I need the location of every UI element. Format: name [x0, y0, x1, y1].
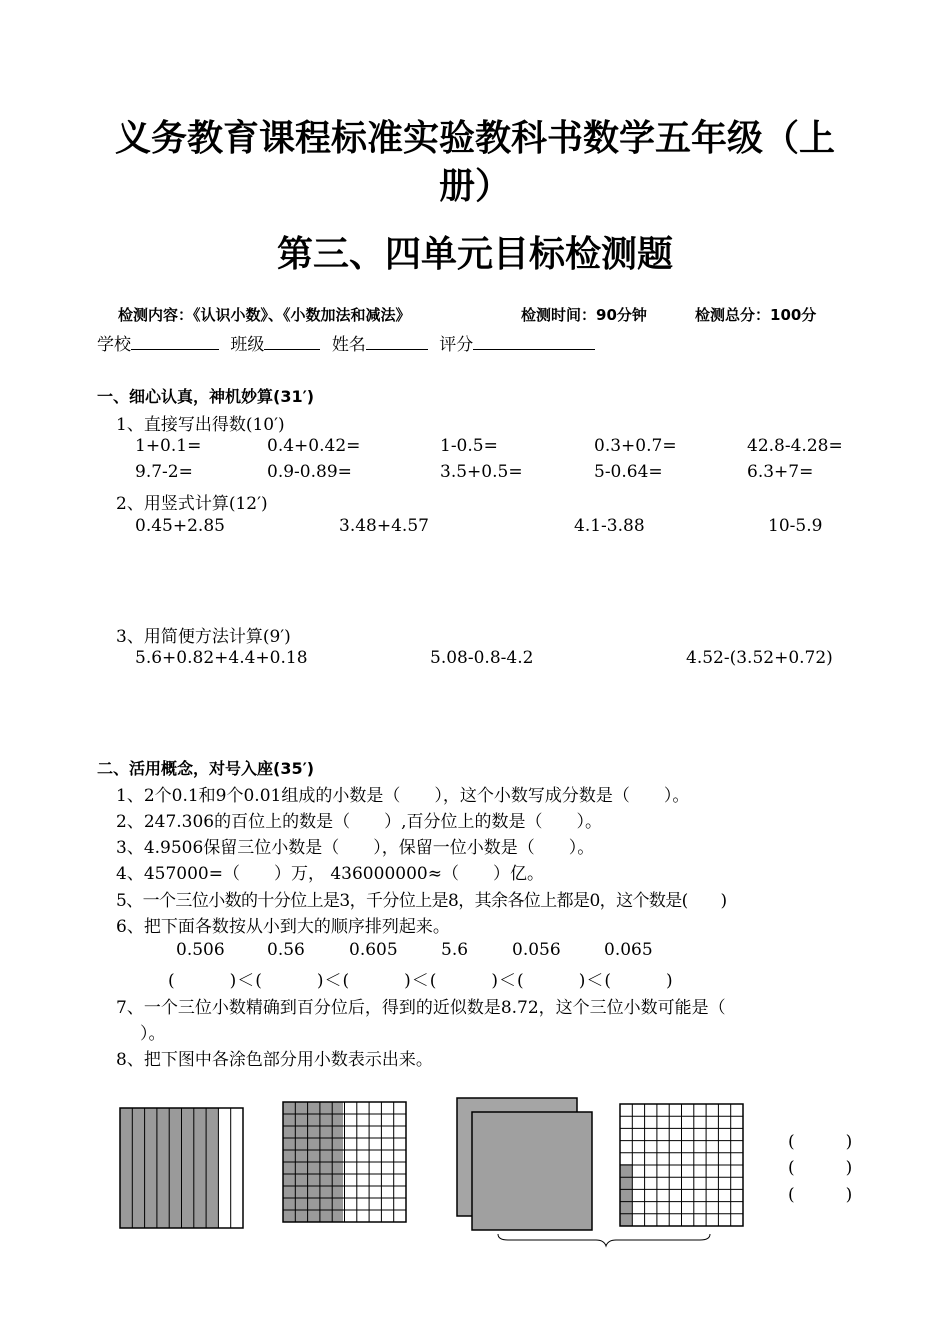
meta-score: 检测总分：100分 — [695, 306, 817, 324]
q3-item: 4.52-(3.52+0.72) — [686, 648, 833, 668]
q3-item: 5.08-0.8-4.2 — [430, 648, 534, 668]
q3-title: 3、用简便方法计算(9′) — [116, 627, 291, 647]
q6-number: 0.056 — [512, 940, 561, 960]
name-blank[interactable] — [366, 331, 428, 350]
q1-item: 42.8-4.28= — [747, 436, 843, 456]
meta-content: 检测内容：《认识小数》、《小数加法和减法》 — [118, 306, 411, 324]
figure-hundredths-grid-1 — [283, 1102, 406, 1222]
q6-number: 5.6 — [441, 940, 469, 960]
figure-tenths-strips — [120, 1108, 243, 1228]
school-blank[interactable] — [131, 331, 219, 350]
answer-blank[interactable]: ( ) — [788, 1158, 853, 1178]
q3-item: 5.6+0.82+4.4+0.18 — [135, 648, 308, 668]
q1-item: 1+0.1= — [135, 436, 202, 456]
q1-item: 1-0.5= — [440, 436, 498, 456]
title-line-2: 册） — [438, 166, 511, 207]
s2-q6: 6、把下面各数按从小到大的顺序排列起来。 — [116, 917, 450, 937]
s2-q5: 5、一个三位小数的十分位上是3，千分位上是8，其余各位上都是0，这个数是( ) — [116, 891, 727, 911]
name-label: 姓名 — [331, 335, 366, 355]
s2-q2: 2、247.306的百位上的数是（ ）,百分位上的数是（ ）。 — [116, 812, 603, 832]
student-info-row — [97, 330, 601, 355]
section2-title: 二、活用概念，对号入座(35′) — [97, 759, 315, 778]
answer-blank[interactable]: ( ) — [788, 1132, 853, 1152]
q1-item: 5-0.64= — [594, 462, 663, 482]
s2-q7-line2: ）。 — [140, 1024, 166, 1044]
grade-blank[interactable] — [473, 331, 595, 350]
q6-number: 0.065 — [604, 940, 653, 960]
class-label: 班级 — [230, 335, 265, 355]
q6-number: 0.56 — [267, 940, 305, 960]
s2-q3: 3、4.9506保留三位小数是（ ），保留一位小数是（ ）。 — [116, 838, 595, 858]
q1-item: 0.3+0.7= — [594, 436, 677, 456]
section1-title: 一、细心认真，神机妙算(31′) — [97, 387, 315, 406]
brace — [498, 1234, 710, 1246]
s2-q4: 4、457000=（ ）万， 436000000≈（ ）亿。 — [116, 864, 544, 884]
q2-title: 2、用竖式计算(12′) — [116, 494, 268, 514]
answer-blank[interactable]: ( ) — [788, 1185, 853, 1205]
q6-number: 0.506 — [176, 940, 225, 960]
q1-title: 1、直接写出得数(10′) — [116, 415, 285, 435]
q6-number: 0.605 — [349, 940, 398, 960]
q1-item: 9.7-2= — [135, 462, 193, 482]
q2-item: 10-5.9 — [768, 516, 823, 536]
full-square-front — [472, 1112, 592, 1230]
q1-item: 3.5+0.5= — [440, 462, 523, 482]
q2-item: 3.48+4.57 — [339, 516, 429, 536]
s2-q8: 8、把下图中各涂色部分用小数表示出来。 — [116, 1050, 433, 1070]
q1-item: 6.3+7= — [747, 462, 814, 482]
q6-order-blanks[interactable]: ( )＜( )＜( )＜( )＜( )＜( ) — [168, 971, 674, 991]
subtitle: 第三、四单元目标检测题 — [276, 234, 673, 275]
class-blank[interactable] — [264, 331, 320, 350]
s2-q1: 1、2个0.1和9个0.01组成的小数是（ ），这个小数写成分数是（ ）。 — [116, 786, 690, 806]
q2-item: 0.45+2.85 — [135, 516, 225, 536]
school-label: 学校 — [97, 335, 131, 355]
figure-mixed-squares — [457, 1098, 743, 1246]
shaded-cells — [620, 1164, 632, 1226]
q1-item: 0.9-0.89= — [267, 462, 352, 482]
s2-q7-line1: 7、一个三位小数精确到百分位后，得到的近似数是8.72，这个三位小数可能是（ — [116, 998, 726, 1018]
grade-label: 评分 — [439, 335, 474, 355]
title-line-1: 义务教育课程标准实验教科书数学五年级（上 — [114, 118, 835, 159]
q2-item: 4.1-3.88 — [574, 516, 645, 536]
q1-item: 0.4+0.42= — [267, 436, 361, 456]
meta-time: 检测时间：90分钟 — [521, 306, 647, 324]
